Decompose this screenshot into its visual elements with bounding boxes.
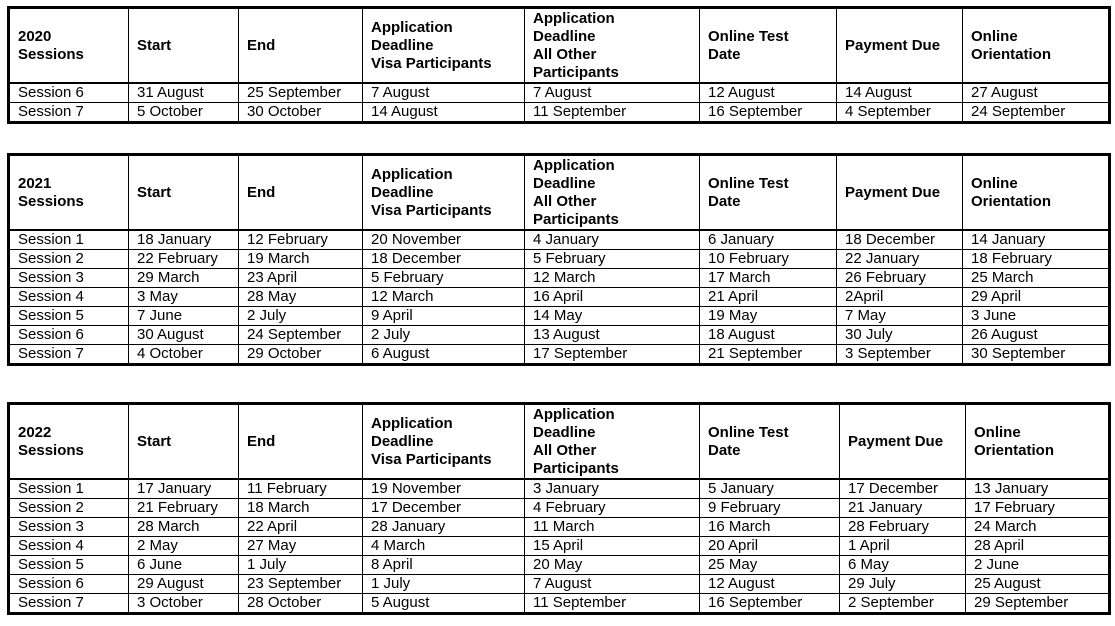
date-cell: 17 September [525,345,700,365]
date-cell: 17 December [840,479,966,499]
column-header [963,155,1110,231]
column-header-line: Application [533,405,615,423]
date-cell: 31 August [129,83,239,103]
session-row [9,288,1110,307]
date-cell: 12 March [363,288,525,307]
column-header-line: End [247,36,276,54]
session-name-cell: Session 5 [9,556,129,575]
column-header-line: Start [137,36,172,54]
date-cell: 6 June [129,556,239,575]
date-cell: 19 March [239,250,363,269]
column-header-line: Application [371,18,453,36]
date-cell: 7 August [525,83,700,103]
date-cell: 26 August [963,326,1110,345]
session-row [9,537,1110,556]
session-row [9,103,1110,123]
date-cell: 6 May [840,556,966,575]
date-cell: 3 June [963,307,1110,326]
column-header-line: Online Test [708,27,789,45]
date-cell: 18 August [700,326,837,345]
date-cell: 21 September [700,345,837,365]
date-cell: 19 November [363,479,525,499]
date-cell: 4 October [129,345,239,365]
date-cell: 5 February [525,250,700,269]
date-cell: 6 August [363,345,525,365]
session-name-cell: Session 7 [9,103,129,123]
date-cell: 20 April [700,537,840,556]
session-name-cell: Session 2 [9,250,129,269]
session-row [9,230,1110,250]
date-cell: 5 February [363,269,525,288]
session-name-cell: Session 6 [9,83,129,103]
date-cell: 8 April [363,556,525,575]
date-cell: 17 February [966,499,1110,518]
schedule-table-2022 [7,402,1111,615]
date-cell: 3 January [525,479,700,499]
session-row [9,556,1110,575]
column-header-line: Date [708,192,741,210]
date-cell: 4 September [837,103,963,123]
date-cell: 2 September [840,594,966,614]
column-header-line: All Other [533,45,597,63]
column-header [129,404,239,480]
date-cell: 13 January [966,479,1110,499]
date-cell: 1 April [840,537,966,556]
column-header-line: Deadline [533,423,596,441]
date-cell: 20 May [525,556,700,575]
date-cell: 24 September [239,326,363,345]
column-header-line: Orientation [971,45,1052,63]
date-cell: 27 August [963,83,1110,103]
date-cell: 4 February [525,499,700,518]
date-cell: 7 August [363,83,525,103]
column-header-line: All Other [533,192,597,210]
date-cell: 5 August [363,594,525,614]
schedule-table-2020 [7,6,1111,124]
column-header-line: Payment Due [845,36,941,54]
column-header-line: Application [533,156,615,174]
date-cell: 5 October [129,103,239,123]
column-header-line: Deadline [371,36,434,54]
date-cell: 25 September [239,83,363,103]
session-name-cell: Session 7 [9,345,129,365]
date-cell: 28 January [363,518,525,537]
date-cell: 30 September [963,345,1110,365]
column-header [9,404,129,480]
date-cell: 3 May [129,288,239,307]
column-header-line: 2020 [18,27,52,45]
session-row [9,250,1110,269]
date-cell: 24 September [963,103,1110,123]
column-header [9,155,129,231]
session-row [9,499,1110,518]
date-cell: 2 July [239,307,363,326]
column-header [966,404,1110,480]
date-cell: 29 August [129,575,239,594]
column-header-line: Date [708,45,741,63]
column-header-line: Sessions [18,45,84,63]
session-name-cell: Session 7 [9,594,129,614]
column-header [525,155,700,231]
date-cell: 7 June [129,307,239,326]
date-cell: 11 March [525,518,700,537]
session-row [9,269,1110,288]
date-cell: 7 May [837,307,963,326]
column-header [239,404,363,480]
column-header-line: Visa Participants [371,201,492,219]
date-cell: 14 August [363,103,525,123]
column-header [837,8,963,84]
date-cell: 1 July [239,556,363,575]
date-cell: 16 September [700,594,840,614]
column-header-line: Orientation [971,192,1052,210]
column-header [837,155,963,231]
date-cell: 24 March [966,518,1110,537]
column-header [525,8,700,84]
column-header-line: Participants [533,210,619,228]
column-header-line: Deadline [533,27,596,45]
column-header-line: 2022 [18,423,52,441]
column-header-line: End [247,432,276,450]
column-header-line: Online [971,174,1018,192]
date-cell: 4 March [363,537,525,556]
date-cell: 27 May [239,537,363,556]
session-name-cell: Session 5 [9,307,129,326]
date-cell: 18 December [837,230,963,250]
date-cell: 18 March [239,499,363,518]
date-cell: 9 April [363,307,525,326]
date-cell: 12 August [700,83,837,103]
date-cell: 11 September [525,103,700,123]
column-header-line: Online [974,423,1021,441]
date-cell: 25 March [963,269,1110,288]
column-header-line: Online [971,27,1018,45]
column-header-line: Deadline [371,183,434,201]
date-cell: 2 May [129,537,239,556]
column-header-line: Visa Participants [371,54,492,72]
date-cell: 30 October [239,103,363,123]
column-header-line: All Other [533,441,597,459]
column-header-line: Application [371,414,453,432]
date-cell: 14 May [525,307,700,326]
date-cell: 26 February [837,269,963,288]
date-cell: 16 September [700,103,837,123]
date-cell: 21 January [840,499,966,518]
date-cell: 28 April [966,537,1110,556]
column-header-line: Application [533,9,615,27]
session-name-cell: Session 4 [9,537,129,556]
date-cell: 3 September [837,345,963,365]
column-header-line: Application [371,165,453,183]
date-cell: 22 April [239,518,363,537]
date-cell: 2 July [363,326,525,345]
date-cell: 29 October [239,345,363,365]
date-cell: 17 January [129,479,239,499]
date-cell: 4 January [525,230,700,250]
date-cell: 20 November [363,230,525,250]
session-name-cell: Session 3 [9,518,129,537]
column-header-line: Payment Due [848,432,944,450]
date-cell: 18 January [129,230,239,250]
column-header-line: Start [137,432,172,450]
date-cell: 28 March [129,518,239,537]
column-header-line: Start [137,183,172,201]
date-cell: 16 April [525,288,700,307]
session-name-cell: Session 2 [9,499,129,518]
date-cell: 11 September [525,594,700,614]
column-header-line: Online Test [708,174,789,192]
session-row [9,479,1110,499]
column-header-line: Deadline [371,432,434,450]
session-name-cell: Session 6 [9,575,129,594]
date-cell: 12 August [700,575,840,594]
date-cell: 25 May [700,556,840,575]
column-header [363,8,525,84]
schedule-table-2021 [7,153,1111,366]
session-row [9,83,1110,103]
column-header-line: Sessions [18,192,84,210]
date-cell: 29 July [840,575,966,594]
column-header [700,155,837,231]
column-header-line: Deadline [533,174,596,192]
date-cell: 29 March [129,269,239,288]
column-header [363,404,525,480]
column-header [129,155,239,231]
date-cell: 14 January [963,230,1110,250]
header-row [9,155,1110,231]
column-header-line: End [247,183,276,201]
column-header-line: Visa Participants [371,450,492,468]
header-row [9,404,1110,480]
column-header-line: Online Test [708,423,789,441]
date-cell: 3 October [129,594,239,614]
date-cell: 13 August [525,326,700,345]
date-cell: 1 July [363,575,525,594]
column-header [840,404,966,480]
column-header [363,155,525,231]
session-name-cell: Session 3 [9,269,129,288]
session-row [9,575,1110,594]
date-cell: 12 February [239,230,363,250]
session-row [9,326,1110,345]
date-cell: 6 January [700,230,837,250]
column-header-line: Participants [533,459,619,477]
date-cell: 10 February [700,250,837,269]
session-name-cell: Session 4 [9,288,129,307]
date-cell: 22 January [837,250,963,269]
column-header [700,404,840,480]
session-row [9,518,1110,537]
date-cell: 21 February [129,499,239,518]
date-cell: 11 February [239,479,363,499]
column-header [239,8,363,84]
date-cell: 9 February [700,499,840,518]
session-name-cell: Session 6 [9,326,129,345]
date-cell: 17 December [363,499,525,518]
date-cell: 28 October [239,594,363,614]
date-cell: 22 February [129,250,239,269]
session-row [9,345,1110,365]
session-row [9,594,1110,614]
column-header [525,404,700,480]
date-cell: 7 August [525,575,700,594]
date-cell: 28 May [239,288,363,307]
column-header-line: Date [708,441,741,459]
date-cell: 23 April [239,269,363,288]
session-name-cell: Session 1 [9,479,129,499]
date-cell: 23 September [239,575,363,594]
header-row [9,8,1110,84]
date-cell: 25 August [966,575,1110,594]
session-name-cell: Session 1 [9,230,129,250]
session-row [9,307,1110,326]
date-cell: 29 April [963,288,1110,307]
date-cell: 21 April [700,288,837,307]
date-cell: 18 February [963,250,1110,269]
column-header-line: Participants [533,63,619,81]
date-cell: 2 June [966,556,1110,575]
column-header [700,8,837,84]
date-cell: 28 February [840,518,966,537]
column-header-line: 2021 [18,174,52,192]
column-header-line: Sessions [18,441,84,459]
column-header [239,155,363,231]
date-cell: 18 December [363,250,525,269]
column-header [963,8,1110,84]
column-header [9,8,129,84]
date-cell: 2April [837,288,963,307]
date-cell: 30 July [837,326,963,345]
date-cell: 5 January [700,479,840,499]
column-header-line: Orientation [974,441,1055,459]
date-cell: 29 September [966,594,1110,614]
date-cell: 17 March [700,269,837,288]
date-cell: 19 May [700,307,837,326]
date-cell: 14 August [837,83,963,103]
date-cell: 15 April [525,537,700,556]
date-cell: 16 March [700,518,840,537]
column-header-line: Payment Due [845,183,941,201]
column-header [129,8,239,84]
date-cell: 30 August [129,326,239,345]
date-cell: 12 March [525,269,700,288]
